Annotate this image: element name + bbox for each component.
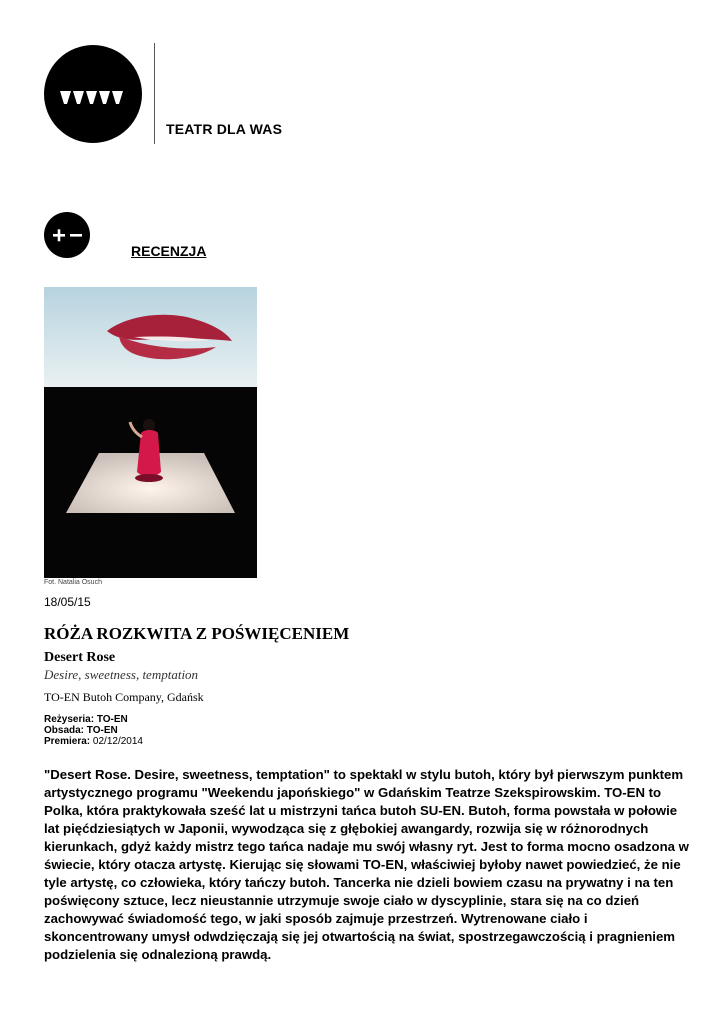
credit-director-label: Reżyseria: — [44, 714, 95, 725]
credit-premiere-label: Premiera: — [44, 736, 91, 747]
article-date: 18/05/15 — [44, 595, 91, 609]
photo-caption: Fot. Natalia Osuch — [44, 579, 102, 586]
section-link-recenzja[interactable]: RECENZJA — [131, 243, 207, 259]
credit-director-value: TO-EN — [96, 714, 128, 725]
theatre-logo — [44, 45, 142, 143]
credit-cast-value: TO-EN — [86, 725, 118, 736]
credit-premiere — [44, 736, 143, 747]
logo-divider — [154, 43, 155, 144]
company-name: TO-EN Butoh Company, Gdańsk — [44, 690, 204, 704]
play-subtitle: Desire, sweetness, temptation — [44, 667, 199, 682]
performance-photo — [44, 287, 257, 578]
credits-block — [44, 714, 143, 747]
brand-name: TEATR DLA WAS — [166, 121, 283, 137]
article-body: "Desert Rose. Desire, sweetness, temptation" to spektakl w stylu butoh, który był pierwszym punktem artystycznego programu "Weekendu japońskiego" w Gdańskim Teatrze Szekspirowskim. TO-EN to Polka, która praktykowała sześć lat u mistrzyni tańca butoh SU-EN. Butoh, forma powstała w połowie lat pięćdziesiątych w Japonii, wywodząca się z głębokiej awangardy, rozwija się w różnorodnych kierunkach, gdyż każdy mistrz tego tańca nadaje mu swój własny ryt. Jest to forma mocno osadzona w świecie, który otacza artystę. Kierując się słowami TO-EN, właściwiej byłoby nawet powiedzieć, że nie tyle artystę, co człowieka, który tańczy butoh. Tancerka nie dzieli bowiem czasu na prywatny i na ten poświęcony sztuce, lecz nieustannie utrzymuje swoje ciało w dyscyplinie, stara się na co dzień zachowywać świadomość tego, w jaki sposób zajmuje przestrzeń. Wytrenowane ciało i skoncentrowany umysł odwdzięczają się jej otwartością na świat, spostrzegawczością i pragnieniem podzielenia się odnalezioną prawdą. — [44, 767, 689, 962]
article-title: RÓŻA ROZKWITA Z POŚWIĘCENIEM — [44, 624, 350, 643]
play-title: Desert Rose — [44, 650, 116, 665]
plus-minus-icon — [44, 212, 90, 258]
credit-director — [44, 714, 143, 725]
credit-cast — [44, 725, 143, 736]
credit-premiere-value: 02/12/2014 — [92, 736, 143, 747]
logo-mark-icon — [44, 45, 142, 143]
credit-cast-label: Obsada: — [44, 725, 85, 736]
